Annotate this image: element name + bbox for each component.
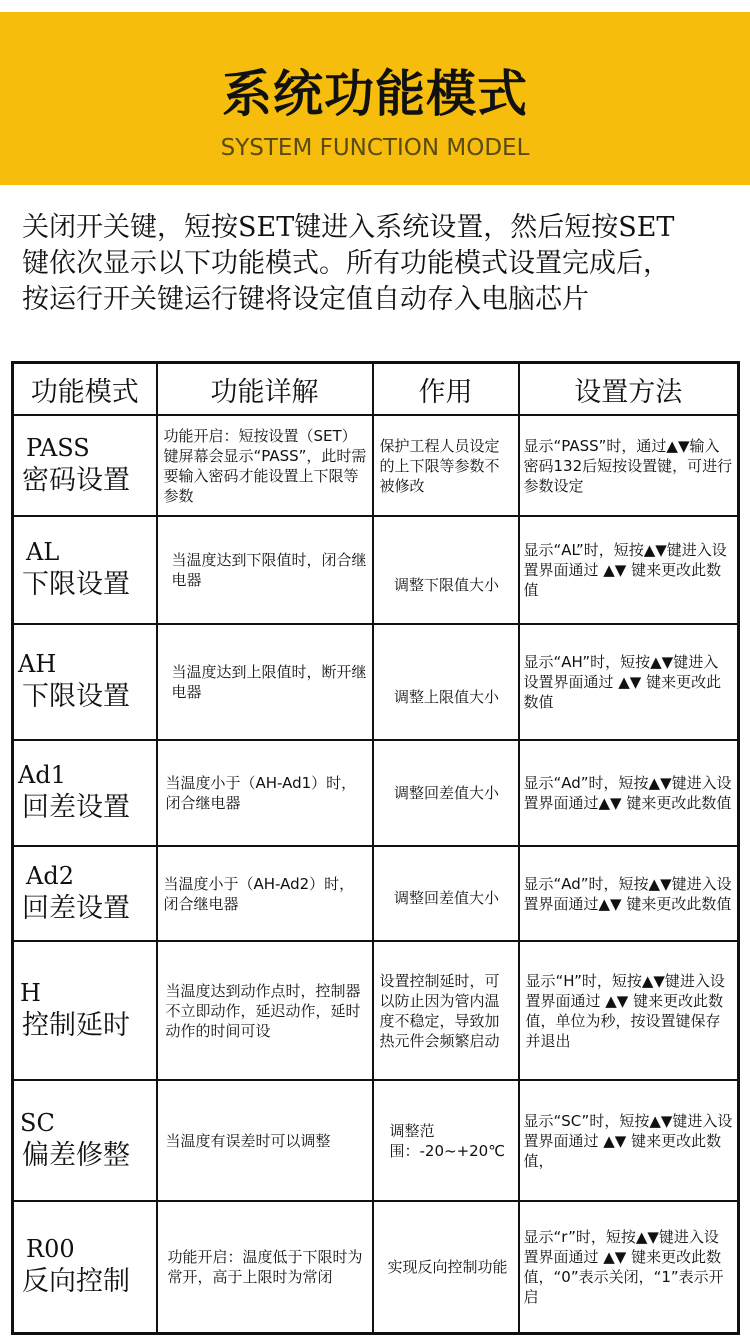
table-row (13, 1201, 739, 1333)
effect-cell (373, 1080, 519, 1201)
header-banner (0, 12, 750, 185)
mode-code: AL (26, 538, 60, 566)
mode-code: PASS (26, 433, 90, 462)
intro-line: 关闭开关键，短按SET键进入系统设置，然后短按SET (22, 212, 675, 243)
table-row (13, 516, 739, 624)
detail-cell (157, 624, 373, 740)
detail-cell (157, 516, 373, 624)
method-text: 显示“AH”时，短按▲▼键进入设置界面通过 ▲▼ 键来更改此数值 (523, 653, 722, 711)
method-cell (519, 624, 739, 740)
table-row (13, 740, 739, 846)
table-row (13, 415, 739, 516)
detail-text: 功能开启：短按设置（SET）键屏幕会显示“PASS”，此时需要输入密码才能设置上下限等参数 (163, 426, 367, 505)
table-row (13, 846, 739, 941)
method-text: 显示“Ad”时，短按▲▼键进入设置界面通过▲▼ 键来更改此数值 (523, 874, 732, 913)
mode-cell (13, 740, 157, 846)
method-cell (519, 740, 739, 846)
detail-text: 当温度小于（AH-Ad2）时，闭合继电器 (163, 874, 355, 913)
effect-cell (373, 516, 519, 624)
table-header-row (13, 363, 739, 416)
detail-text: 当温度达到上限值时，断开继电器 (171, 663, 367, 701)
detail-cell (157, 846, 373, 941)
method-cell (519, 941, 739, 1080)
mode-cell (13, 624, 157, 740)
method-cell (519, 516, 739, 624)
mode-name: 控制延时 (22, 1009, 130, 1041)
table-row (13, 624, 739, 740)
detail-text: 当温度达到下限值时，闭合继电器 (171, 551, 367, 589)
mode-code: AH (18, 650, 57, 678)
effect-text: 设置控制延时，可以防止因为管内温度不稳定，导致加热元件会频繁启动 (379, 971, 500, 1050)
function-mode-table (11, 361, 740, 1335)
effect-cell (373, 1201, 519, 1333)
method-text: 显示“AL”时，短按▲▼键进入设置界面通过 ▲▼ 键来更改此数值 (523, 541, 727, 599)
detail-text: 当温度达到动作点时，控制器不立即动作，延迟动作，延时动作的时间可设 (165, 981, 361, 1040)
effect-cell (373, 941, 519, 1080)
detail-cell (157, 1201, 373, 1333)
mode-cell (13, 941, 157, 1080)
effect-text: 调整下限值大小 (393, 576, 499, 594)
method-text: 显示“r”时，短按▲▼键进入设置界面通过 ▲▼ 键来更改此数值，“0”表示关闭，“1”表示开启 (523, 1227, 724, 1306)
effect-cell (373, 740, 519, 846)
column-header-method: 设置方法 (519, 363, 739, 416)
mode-cell (13, 415, 157, 516)
method-cell (519, 415, 739, 516)
page-subtitle: SYSTEM FUNCTION MODEL (220, 135, 530, 161)
method-text: 显示“H”时，短按▲▼键进入设置界面通过 ▲▼ 键来更改此数值，单位为秒，按设置键保存并退出 (525, 971, 725, 1050)
detail-cell (157, 941, 373, 1080)
method-cell (519, 846, 739, 941)
column-header-detail: 功能详解 (157, 363, 373, 416)
page-title: 系统功能模式 (222, 65, 528, 123)
mode-name: 密码设置 (22, 464, 130, 496)
effect-text: 保护工程人员设定的上下限等参数不被修改 (379, 436, 500, 495)
method-cell (519, 1080, 739, 1201)
method-cell (519, 1201, 739, 1333)
intro-line: 按运行开关键运行键将设定值自动存入电脑芯片 (22, 284, 589, 315)
mode-cell (13, 1201, 157, 1333)
mode-name: 回差设置 (22, 892, 130, 924)
effect-cell (373, 846, 519, 941)
mode-cell (13, 516, 157, 624)
detail-cell (157, 1080, 373, 1201)
method-text: 显示“Ad”时，短按▲▼键进入设置界面通过▲▼ 键来更改此数值 (523, 774, 732, 812)
effect-text: 实现反向控制功能 (387, 1257, 508, 1276)
mode-name: 偏差修整 (22, 1139, 130, 1171)
method-text: 显示“SC”时，短按▲▼键进入设置界面通过 ▲▼ 键来更改此数值， (523, 1111, 733, 1170)
mode-cell (13, 1080, 157, 1201)
effect-text: 调整上限值大小 (393, 688, 499, 706)
mode-code: Ad2 (26, 861, 74, 890)
mode-code: Ad1 (18, 761, 66, 789)
mode-code: R00 (26, 1234, 75, 1263)
intro-paragraph (22, 210, 734, 318)
mode-code: H (20, 978, 41, 1007)
effect-text: 调整回差值大小 (393, 888, 499, 907)
detail-text: 当温度有误差时可以调整 (165, 1131, 331, 1150)
mode-name: 回差设置 (22, 792, 130, 823)
mode-code: SC (20, 1108, 55, 1137)
effect-cell (373, 415, 519, 516)
mode-name: 下限设置 (22, 681, 130, 712)
detail-text: 功能开启：温度低于下限时为常开，高于上限时为常闭 (167, 1247, 363, 1286)
intro-line: 键依次显示以下功能模式。所有功能模式设置完成后， (22, 248, 670, 279)
detail-cell (157, 740, 373, 846)
method-text: 显示“PASS”时，通过▲▼输入密码132后短按设置键，可进行参数设定 (523, 436, 733, 495)
detail-text: 当温度小于（AH-Ad1）时，闭合继电器 (165, 774, 357, 812)
mode-name: 反向控制 (22, 1265, 130, 1297)
table-row (13, 941, 739, 1080)
effect-text: 调整范围：-20~+20℃ (389, 1121, 506, 1160)
detail-cell (157, 415, 373, 516)
mode-cell (13, 846, 157, 941)
effect-cell (373, 624, 519, 740)
mode-name: 下限设置 (22, 569, 130, 600)
table-row (13, 1080, 739, 1201)
column-header-mode: 功能模式 (13, 363, 157, 416)
column-header-effect: 作用 (373, 363, 519, 416)
effect-text: 调整回差值大小 (393, 784, 499, 802)
